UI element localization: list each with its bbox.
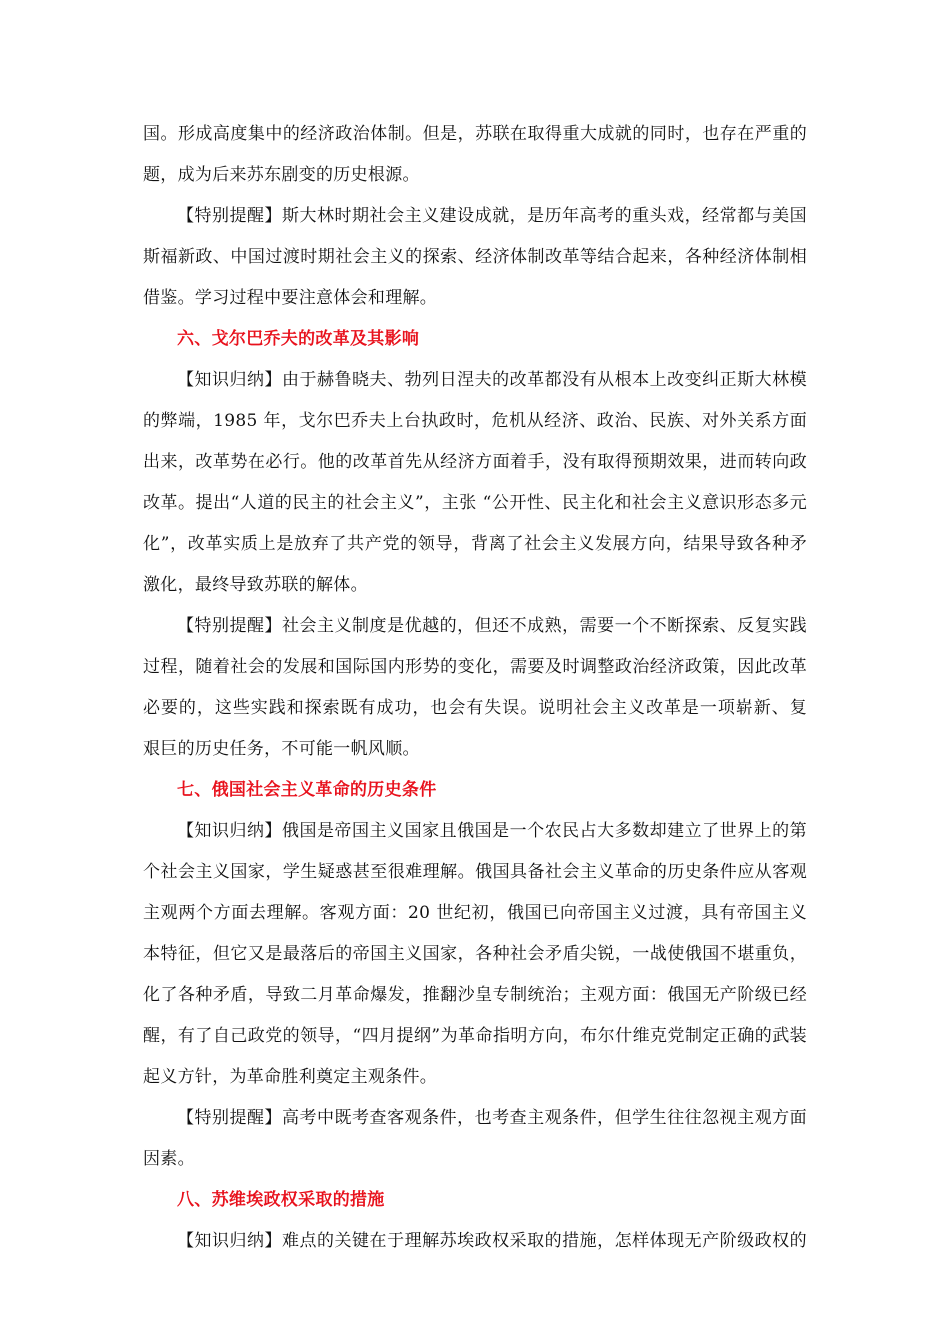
text-line: 主观两个方面去理解。客观方面：20 世纪初，俄国已向帝国主义过渡，具有帝国主义	[143, 903, 807, 923]
text-line: 借鉴。学习过程中要注意体会和理解。	[143, 288, 438, 308]
text-line: 化了各种矛盾，导致二月革命爆发，推翻沙皇专制统治；主观方面：俄国无产阶级已经	[143, 985, 807, 1005]
text-line: 出来，改革势在必行。他的改革首先从经济方面着手，没有取得预期效果，进而转向政	[143, 452, 807, 472]
paragraph	[143, 196, 807, 319]
paragraph	[143, 1221, 807, 1262]
paragraph	[143, 360, 807, 606]
section-heading: 七、俄国社会主义革命的历史条件	[177, 780, 437, 800]
text-line: 醒，有了自己政党的领导，“四月提纲”为革命指明方向，布尔什维克党制定正确的武装	[143, 1026, 807, 1046]
text-line: 改革。提出“人道的民主的社会主义”，主张 “公开性、民主化和社会主义意识形态多元	[143, 493, 807, 513]
paragraph	[143, 1098, 807, 1180]
text-line: 本特征，但它又是最落后的帝国主义国家，各种社会矛盾尖锐，一战使俄国不堪重负，	[143, 944, 807, 964]
text-line: 起义方针，为革命胜利奠定主观条件。	[143, 1067, 438, 1087]
text-line: 【特别提醒】斯大林时期社会主义建设成就，是历年高考的重头戏，经常都与美国	[177, 206, 807, 226]
text-line: 【特别提醒】高考中既考查客观条件，也考查主观条件，但学生往往忽视主观方面	[177, 1108, 807, 1128]
text-line: 因素。	[143, 1149, 195, 1169]
text-line: 化”，改革实质上是放弃了共产党的领导，背离了社会主义发展方向，结果导致各种矛	[143, 534, 807, 554]
text-line: 【知识归纳】俄国是帝国主义国家且俄国是一个农民占大多数却建立了世界上的第	[177, 821, 807, 841]
text-line: 激化，最终导致苏联的解体。	[143, 575, 368, 595]
text-line: 艰巨的历史任务，不可能一帆风顺。	[143, 739, 420, 759]
text-line: 国。形成高度集中的经济政治体制。但是，苏联在取得重大成就的同时，也存在严重的	[143, 124, 807, 144]
text-line: 斯福新政、中国过渡时期社会主义的探索、经济体制改革等结合起来，各种经济体制相	[143, 247, 807, 267]
text-line: 过程，随着社会的发展和国际国内形势的变化，需要及时调整政治经济政策，因此改革	[143, 657, 807, 677]
text-line: 【特别提醒】社会主义制度是优越的，但还不成熟，需要一个不断探索、反复实践	[177, 616, 807, 636]
text-line: 【知识归纳】难点的关键在于理解苏埃政权采取的措施，怎样体现无产阶级政权的	[177, 1231, 807, 1251]
paragraph	[143, 811, 807, 1098]
text-line: 的弊端，1985 年，戈尔巴乔夫上台执政时，危机从经济、政治、民族、对外关系方面	[143, 411, 807, 431]
text-line: 个社会主义国家，学生疑惑甚至很难理解。俄国具备社会主义革命的历史条件应从客观	[143, 862, 807, 882]
section-heading: 六、戈尔巴乔夫的改革及其影响	[177, 329, 420, 349]
paragraph	[143, 114, 807, 196]
section-heading: 八、苏维埃政权采取的措施	[177, 1190, 385, 1210]
document-body	[143, 114, 807, 1262]
text-line: 【知识归纳】由于赫鲁晓夫、勃列日涅夫的改革都没有从根本上改变纠正斯大林模	[177, 370, 807, 390]
text-line: 题，成为后来苏东剧变的历史根源。	[143, 165, 420, 185]
text-line: 必要的，这些实践和探索既有成功，也会有失误。说明社会主义改革是一项崭新、复	[143, 698, 807, 718]
paragraph	[143, 606, 807, 770]
